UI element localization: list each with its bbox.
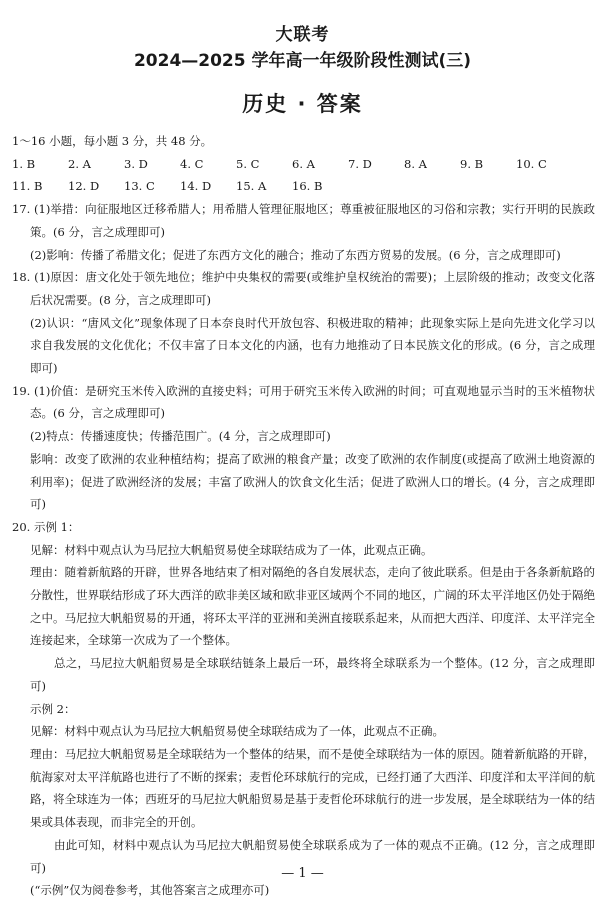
mc-answer: 4. C xyxy=(180,156,204,171)
exam-title: 2024—2025 学年高一年级阶段性测试(三) xyxy=(133,51,472,71)
answer-content xyxy=(12,130,595,902)
mc-answer: 15. A xyxy=(236,179,267,194)
page-number: — 1 — xyxy=(281,866,324,881)
mc-answer: 1. B xyxy=(12,156,36,171)
q19-part2: (2)特点：传播速度快；传播范围广。(4 分，言之成理即可) xyxy=(30,429,331,444)
mc-answer: 14. D xyxy=(180,179,212,194)
mc-answer: 3. D xyxy=(124,156,148,171)
q19-influence: 影响：改变了欧洲的农业种植结构；提高了欧洲的粮食产量；改变了欧洲的农作制度(或提高了欧洲土地资源的利用率)；促进了欧洲经济的发展；丰富了欧洲人的饮食文化生活；促进了欧洲人口的增长。(4 分，言之成理即可) xyxy=(30,451,595,512)
mc-answer: 12. D xyxy=(68,179,100,194)
mc-answer: 13. C xyxy=(124,179,155,194)
q20-example2-heading: 示例 2： xyxy=(30,701,76,716)
mc-answer: 9. B xyxy=(460,156,484,171)
q20-example2-view: 见解：材料中观点认为马尼拉大帆船贸易使全球联结成为了一体，此观点不正确。 xyxy=(30,724,444,739)
mc-answer: 7. D xyxy=(348,156,372,171)
mc-answer: 8. A xyxy=(404,156,427,171)
mc-answer: 16. B xyxy=(292,179,323,194)
q20-heading: 20. 示例 1： xyxy=(12,519,80,534)
q18-part1: 18. (1)原因：唐文化处于领先地位；维护中央集权的需要(或维护皇权统治的需要)；上层阶级的推动；改变文化落后状况需要。(8 分，言之成理即可) xyxy=(12,270,595,307)
q17-part1: 17. (1)举措：向征服地区迁移希腊人；用希腊人管理征服地区；尊重被征服地区的习俗和宗教；实行开明的民族政策。(6 分，言之成理即可) xyxy=(12,202,595,239)
mc-answer: 11. B xyxy=(12,179,43,194)
mc-intro: 1～16 小题，每小题 3 分，共 48 分。 xyxy=(12,134,213,148)
q20-example1-reason: 理由：随着新航路的开辟，世界各地结束了相对隔绝的各自发展状态，走向了彼此联系。但是由于各条新航路的分散性，世界联结形成了环大西洋的欧非美区域和欧非亚区域两个不同的地区，广阔的环太平洋地区仍处于隔绝之中。马尼拉大帆船贸易的开通，将环太平洋的亚洲和美洲直接联系起来，从而把大西洋、印度洋、太平洋完全连接起来，全球第一次成为了一个整体。 xyxy=(30,565,595,648)
mc-answer: 6. A xyxy=(292,156,315,171)
mc-answer: 2. A xyxy=(68,156,91,171)
mc-answer: 10. C xyxy=(516,156,547,171)
subject-title: 历史 · 答案 xyxy=(242,92,363,116)
q20-example1-view: 见解：材料中观点认为马尼拉大帆船贸易使全球联结成为了一体，此观点正确。 xyxy=(30,542,433,557)
q19-part1: 19. (1)价值：是研究玉米传入欧洲的直接史料；可用于研究玉米传入欧洲的时间；可直观地显示当时的玉米植物状态。(6 分，言之成理即可) xyxy=(12,383,595,421)
exam-name: 大联考 xyxy=(275,25,330,45)
q20-example2-reason: 理由：马尼拉大帆船贸易是全球联结为一个整体的结果，而不是使全球联结为一体的原因。随着新航路的开辟，航海家对太平洋航路也进行了不断的探索；麦哲伦环球航行的完成，已经打通了大西洋、印度洋和太平洋间的航路，将全球连为一体；西班牙的马尼拉大帆船贸易是基于麦哲伦环球航行的进一步发展，是全球联结为一体的结果或具体表现，而非完全的开创。 xyxy=(30,746,595,830)
mc-answer-grid xyxy=(12,153,572,198)
q20-example2-summary: 由此可知，材料中观点认为马尼拉大帆船贸易使全球联系成为了一体的观点不正确。(12 分，言之成理即可) xyxy=(30,837,595,875)
q18-part2: (2)认识：“唐风文化”现象体现了日本奈良时代开放包容、积极进取的精神；此现象实际上是向先进文化学习以求自我发展的文化优化；不仅丰富了日本文化的内涵，也有力地推动了日本民族文化的形成。(6 分，言之成理即可) xyxy=(30,315,595,376)
q17-part2: (2)影响：传播了希腊文化；促进了东西方文化的融合；推动了东西方贸易的发展。(6 分，言之成理即可) xyxy=(30,247,561,262)
q20-example1-summary: 总之，马尼拉大帆船贸易是全球联结链条上最后一环，最终将全球联系为一个整体。(12 分，言之成理即可) xyxy=(30,656,595,693)
q20-note: (“示例”仅为阅卷参考，其他答案言之成理亦可) xyxy=(30,883,270,898)
mc-answer: 5. C xyxy=(236,156,260,171)
